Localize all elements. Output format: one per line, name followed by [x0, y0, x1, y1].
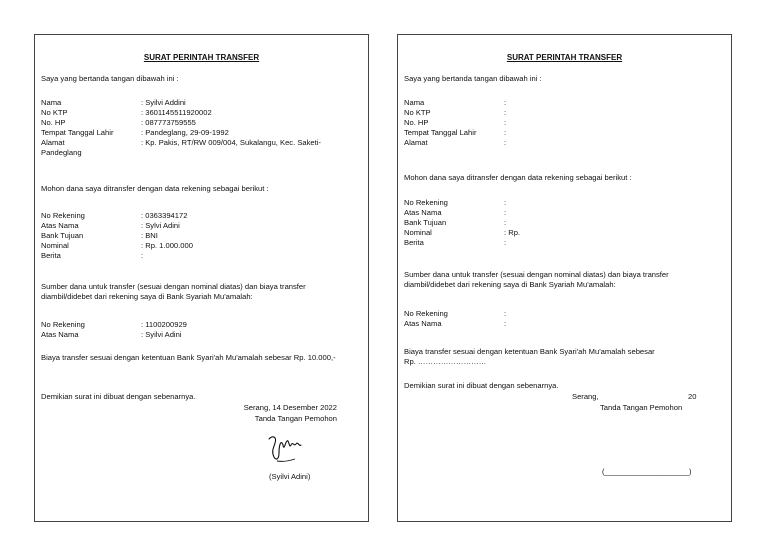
field-value: :: [504, 218, 507, 227]
field-value: : Pandeglang, 29-09-1992: [141, 128, 229, 137]
recipient-fields: [41, 211, 360, 261]
handwritten-signature-icon: [263, 431, 307, 467]
field-row: [404, 218, 723, 228]
field-label: Atas Nama: [404, 319, 442, 328]
form-title: SURAT PERINTAH TRANSFER: [506, 53, 623, 62]
transfer-form-blank: [397, 34, 732, 522]
field-value: :: [504, 128, 507, 137]
form-title: SURAT PERINTAH TRANSFER: [143, 53, 260, 62]
field-label: Nominal: [404, 228, 432, 237]
field-value: :: [504, 198, 507, 207]
field-value: : 3601145511920002: [141, 108, 212, 117]
field-row: [41, 251, 360, 261]
source-fields: [404, 309, 723, 329]
field-row: [41, 231, 360, 241]
field-label: Bank Tujuan: [41, 231, 84, 240]
field-row: [404, 309, 723, 319]
field-label: No. HP: [404, 118, 429, 127]
field-value: :: [504, 138, 507, 147]
field-value: :: [504, 309, 507, 318]
signer-blank: (____________________): [602, 467, 692, 476]
field-label: Berita: [41, 251, 61, 260]
field-value: : 1100200929: [141, 320, 187, 329]
field-value: :: [504, 208, 507, 217]
signature-label: Tanda Tangan Pemohon: [600, 403, 683, 412]
field-value: : 0363394172: [141, 211, 188, 220]
field-row: [41, 320, 360, 330]
field-value: : Rp.: [504, 228, 521, 237]
fee-amount-blank: Rp. ………………………: [404, 357, 487, 366]
field-row: [404, 108, 723, 118]
source-note: Sumber dana untuk transfer (sesuai dengan nominal diatas) dan biaya transfer diambil/didebet dari rekening saya di Bank Syariah Mu'amalah:: [41, 282, 306, 301]
field-row: [41, 241, 360, 251]
field-label: Atas Nama: [41, 221, 79, 230]
field-value: : Syilvi Adini: [141, 330, 182, 339]
field-row: [41, 118, 360, 128]
field-label: Tempat Tanggal Lahir: [41, 128, 114, 137]
field-row: [404, 128, 723, 138]
field-row: [41, 221, 360, 231]
field-value: : Rp. 1.000.000: [141, 241, 193, 250]
year-blank: 20: [688, 392, 697, 401]
field-label: Bank Tujuan: [404, 218, 447, 227]
field-label: No KTP: [41, 108, 68, 117]
field-row: [404, 208, 723, 218]
personal-fields: [41, 98, 360, 158]
field-value: : Syilvi Addini: [141, 98, 186, 107]
signature-label: Tanda Tangan Pemohon: [254, 414, 337, 423]
fee-text: Biaya transfer sesuai dengan ketentuan Bank Syari'ah Mu'amalah sebesar Rp. 10.000,-: [41, 353, 336, 362]
field-label: No Rekening: [404, 198, 448, 207]
closing-text: Demikian surat ini dibuat dengan sebenarnya.: [41, 392, 196, 401]
address-continuation: Pandeglang: [41, 148, 82, 157]
field-label: Tempat Tanggal Lahir: [404, 128, 477, 137]
field-row: [41, 108, 360, 118]
field-label: Alamat: [41, 138, 65, 147]
field-label: No KTP: [404, 108, 431, 117]
request-text: Mohon dana saya ditransfer dengan data rekening sebagai berikut :: [404, 173, 632, 182]
place-date: Serang, 14 Desember 2022: [243, 403, 337, 412]
source-fields: [41, 320, 360, 340]
field-value: : 087773759555: [141, 118, 196, 127]
place-blank: Serang,: [572, 392, 599, 401]
personal-fields: [404, 98, 723, 148]
field-label: Nama: [41, 98, 62, 107]
field-value: :: [504, 98, 507, 107]
signer-name: (Syilvi Adini): [269, 472, 311, 481]
field-value: :: [504, 118, 507, 127]
field-row: [404, 238, 723, 248]
field-row: [404, 118, 723, 128]
field-row: [41, 138, 360, 148]
field-label: Berita: [404, 238, 424, 247]
field-label: No Rekening: [41, 211, 85, 220]
field-label: Atas Nama: [404, 208, 442, 217]
field-label: Atas Nama: [41, 330, 79, 339]
transfer-form-filled: [34, 34, 369, 522]
field-row: [41, 330, 360, 340]
field-value: : Sylvi Adini: [141, 221, 180, 230]
field-row: [41, 211, 360, 221]
intro-text: Saya yang bertanda tangan dibawah ini :: [41, 74, 179, 83]
field-value: :: [504, 108, 507, 117]
field-value: : BNI: [141, 231, 158, 240]
field-label: Alamat: [404, 138, 428, 147]
intro-text: Saya yang bertanda tangan dibawah ini :: [404, 74, 542, 83]
field-value: :: [141, 251, 144, 260]
source-note: Sumber dana untuk transfer (sesuai dengan nominal diatas) dan biaya transfer diambil/didebet dari rekening saya di Bank Syariah Mu'amalah:: [404, 270, 669, 289]
closing-text: Demikian surat ini dibuat dengan sebenarnya.: [404, 381, 559, 390]
field-value: :: [504, 238, 507, 247]
field-row: [404, 98, 723, 108]
request-text: Mohon dana saya ditransfer dengan data rekening sebagai berikut :: [41, 184, 269, 193]
field-value: : Kp. Pakis, RT/RW 009/004, Sukalangu, Kec. Saketi-: [141, 138, 321, 147]
field-label: No. HP: [41, 118, 66, 127]
field-label: Nominal: [41, 241, 69, 250]
field-row: [41, 128, 360, 138]
recipient-fields: [404, 198, 723, 248]
fee-text: Biaya transfer sesuai dengan ketentuan Bank Syari'ah Mu'amalah sebesar: [404, 347, 655, 356]
field-row: [404, 228, 723, 238]
field-value: :: [504, 319, 507, 328]
field-row: [404, 319, 723, 329]
field-row: [41, 98, 360, 108]
field-row: [404, 198, 723, 208]
field-label: No Rekening: [41, 320, 85, 329]
field-label: Nama: [404, 98, 425, 107]
field-row: [404, 138, 723, 148]
field-label: No Rekening: [404, 309, 448, 318]
